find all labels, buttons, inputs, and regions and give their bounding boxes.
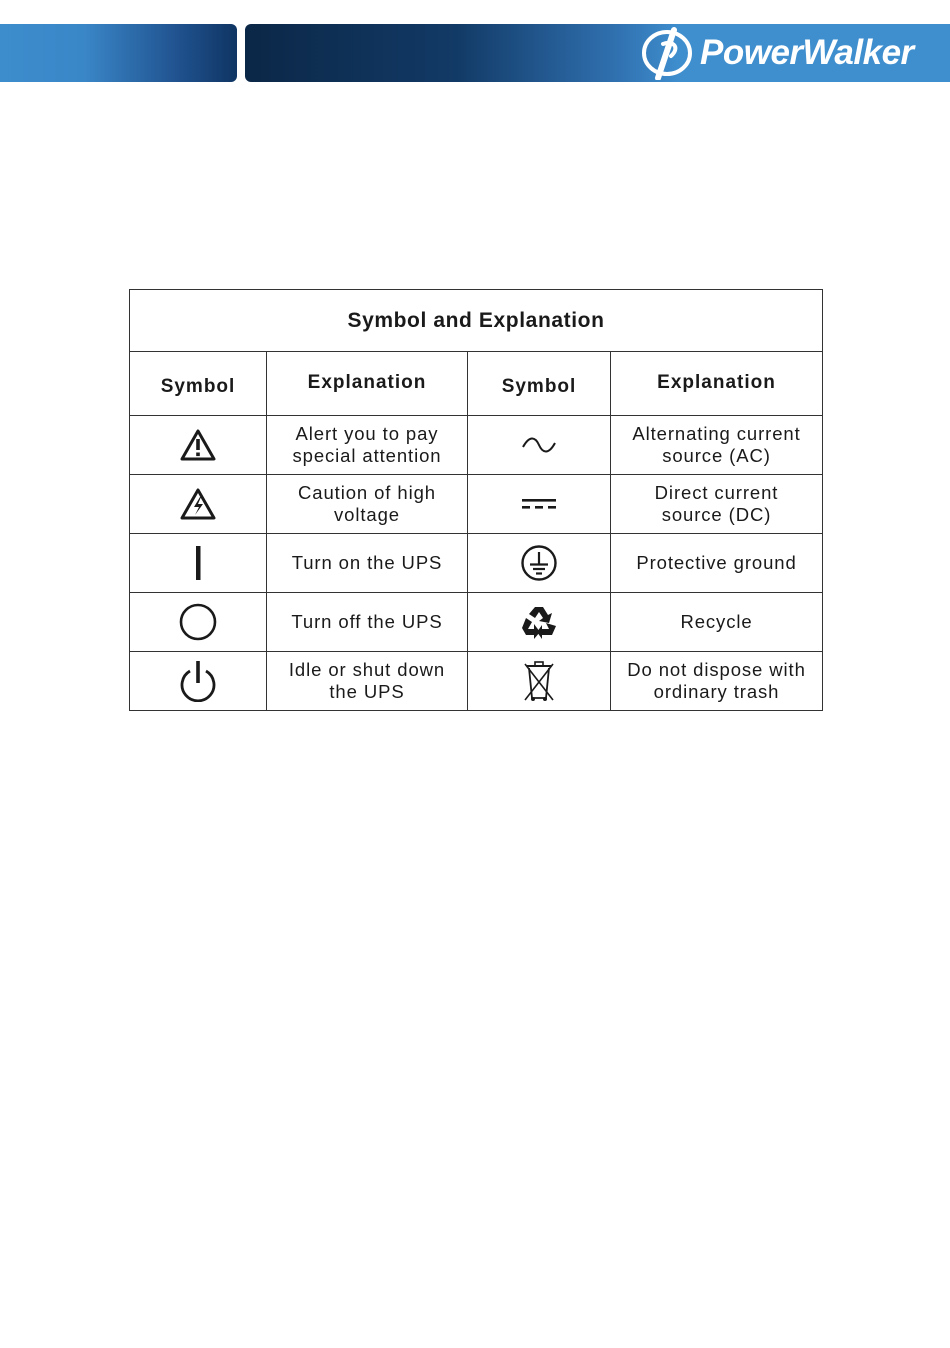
explanation-cell (267, 534, 468, 593)
symbol-cell (468, 416, 611, 475)
dc-current-icon (521, 498, 557, 510)
brand-logo (640, 26, 914, 80)
column-header-explanation: Explanation (611, 352, 823, 416)
table-row (130, 652, 823, 711)
header-banner-left (0, 24, 237, 82)
symbol-cell (130, 652, 267, 711)
ac-sine-wave-icon (521, 437, 557, 453)
explanation-cell (267, 652, 468, 711)
explanation-text: Caution of high voltage (298, 482, 436, 525)
warning-exclamation-icon (180, 429, 216, 461)
column-header-symbol: Symbol (468, 352, 611, 416)
symbol-cell (130, 534, 267, 593)
symbol-table (129, 289, 823, 711)
standby-power-icon (178, 660, 218, 702)
table-row (130, 593, 823, 652)
symbol-cell (130, 416, 267, 475)
explanation-text: Alternating current source (AC) (632, 423, 801, 466)
explanation-text: Idle or shut down the UPS (288, 659, 446, 702)
power-on-line-icon (193, 545, 203, 581)
explanation-cell (611, 475, 823, 534)
table-row (130, 475, 823, 534)
explanation-cell (611, 652, 823, 711)
powerwalker-logo-icon (640, 26, 696, 80)
explanation-cell (611, 593, 823, 652)
symbol-cell (468, 534, 611, 593)
explanation-cell (267, 416, 468, 475)
explanation-text: Protective ground (636, 552, 797, 573)
table-row (130, 534, 823, 593)
column-header-explanation: Explanation (267, 352, 468, 416)
explanation-text: Alert you to pay special attention (292, 423, 442, 466)
explanation-cell (611, 534, 823, 593)
explanation-cell (267, 475, 468, 534)
symbol-cell (468, 475, 611, 534)
recycle-icon (520, 604, 558, 640)
explanation-text: Turn on the UPS (291, 552, 443, 573)
power-off-circle-icon (178, 602, 218, 642)
symbol-cell (130, 475, 267, 534)
crossed-bin-icon (523, 660, 555, 702)
explanation-text: Recycle (680, 611, 753, 632)
symbol-cell (468, 593, 611, 652)
table-title: Symbol and Explanation (130, 290, 823, 352)
explanation-cell (611, 416, 823, 475)
symbol-cell (130, 593, 267, 652)
high-voltage-icon (180, 488, 216, 520)
column-header-symbol: Symbol (130, 352, 267, 416)
explanation-text: Do not dispose with ordinary trash (627, 659, 806, 702)
explanation-text: Turn off the UPS (291, 611, 443, 632)
table-title-row (130, 290, 823, 352)
table-header-row (130, 352, 823, 416)
explanation-cell (267, 593, 468, 652)
symbol-cell (468, 652, 611, 711)
table-row (130, 416, 823, 475)
explanation-text: Direct current source (DC) (654, 482, 779, 525)
protective-ground-icon (520, 544, 558, 582)
logo-text: PowerWalker (700, 33, 914, 72)
